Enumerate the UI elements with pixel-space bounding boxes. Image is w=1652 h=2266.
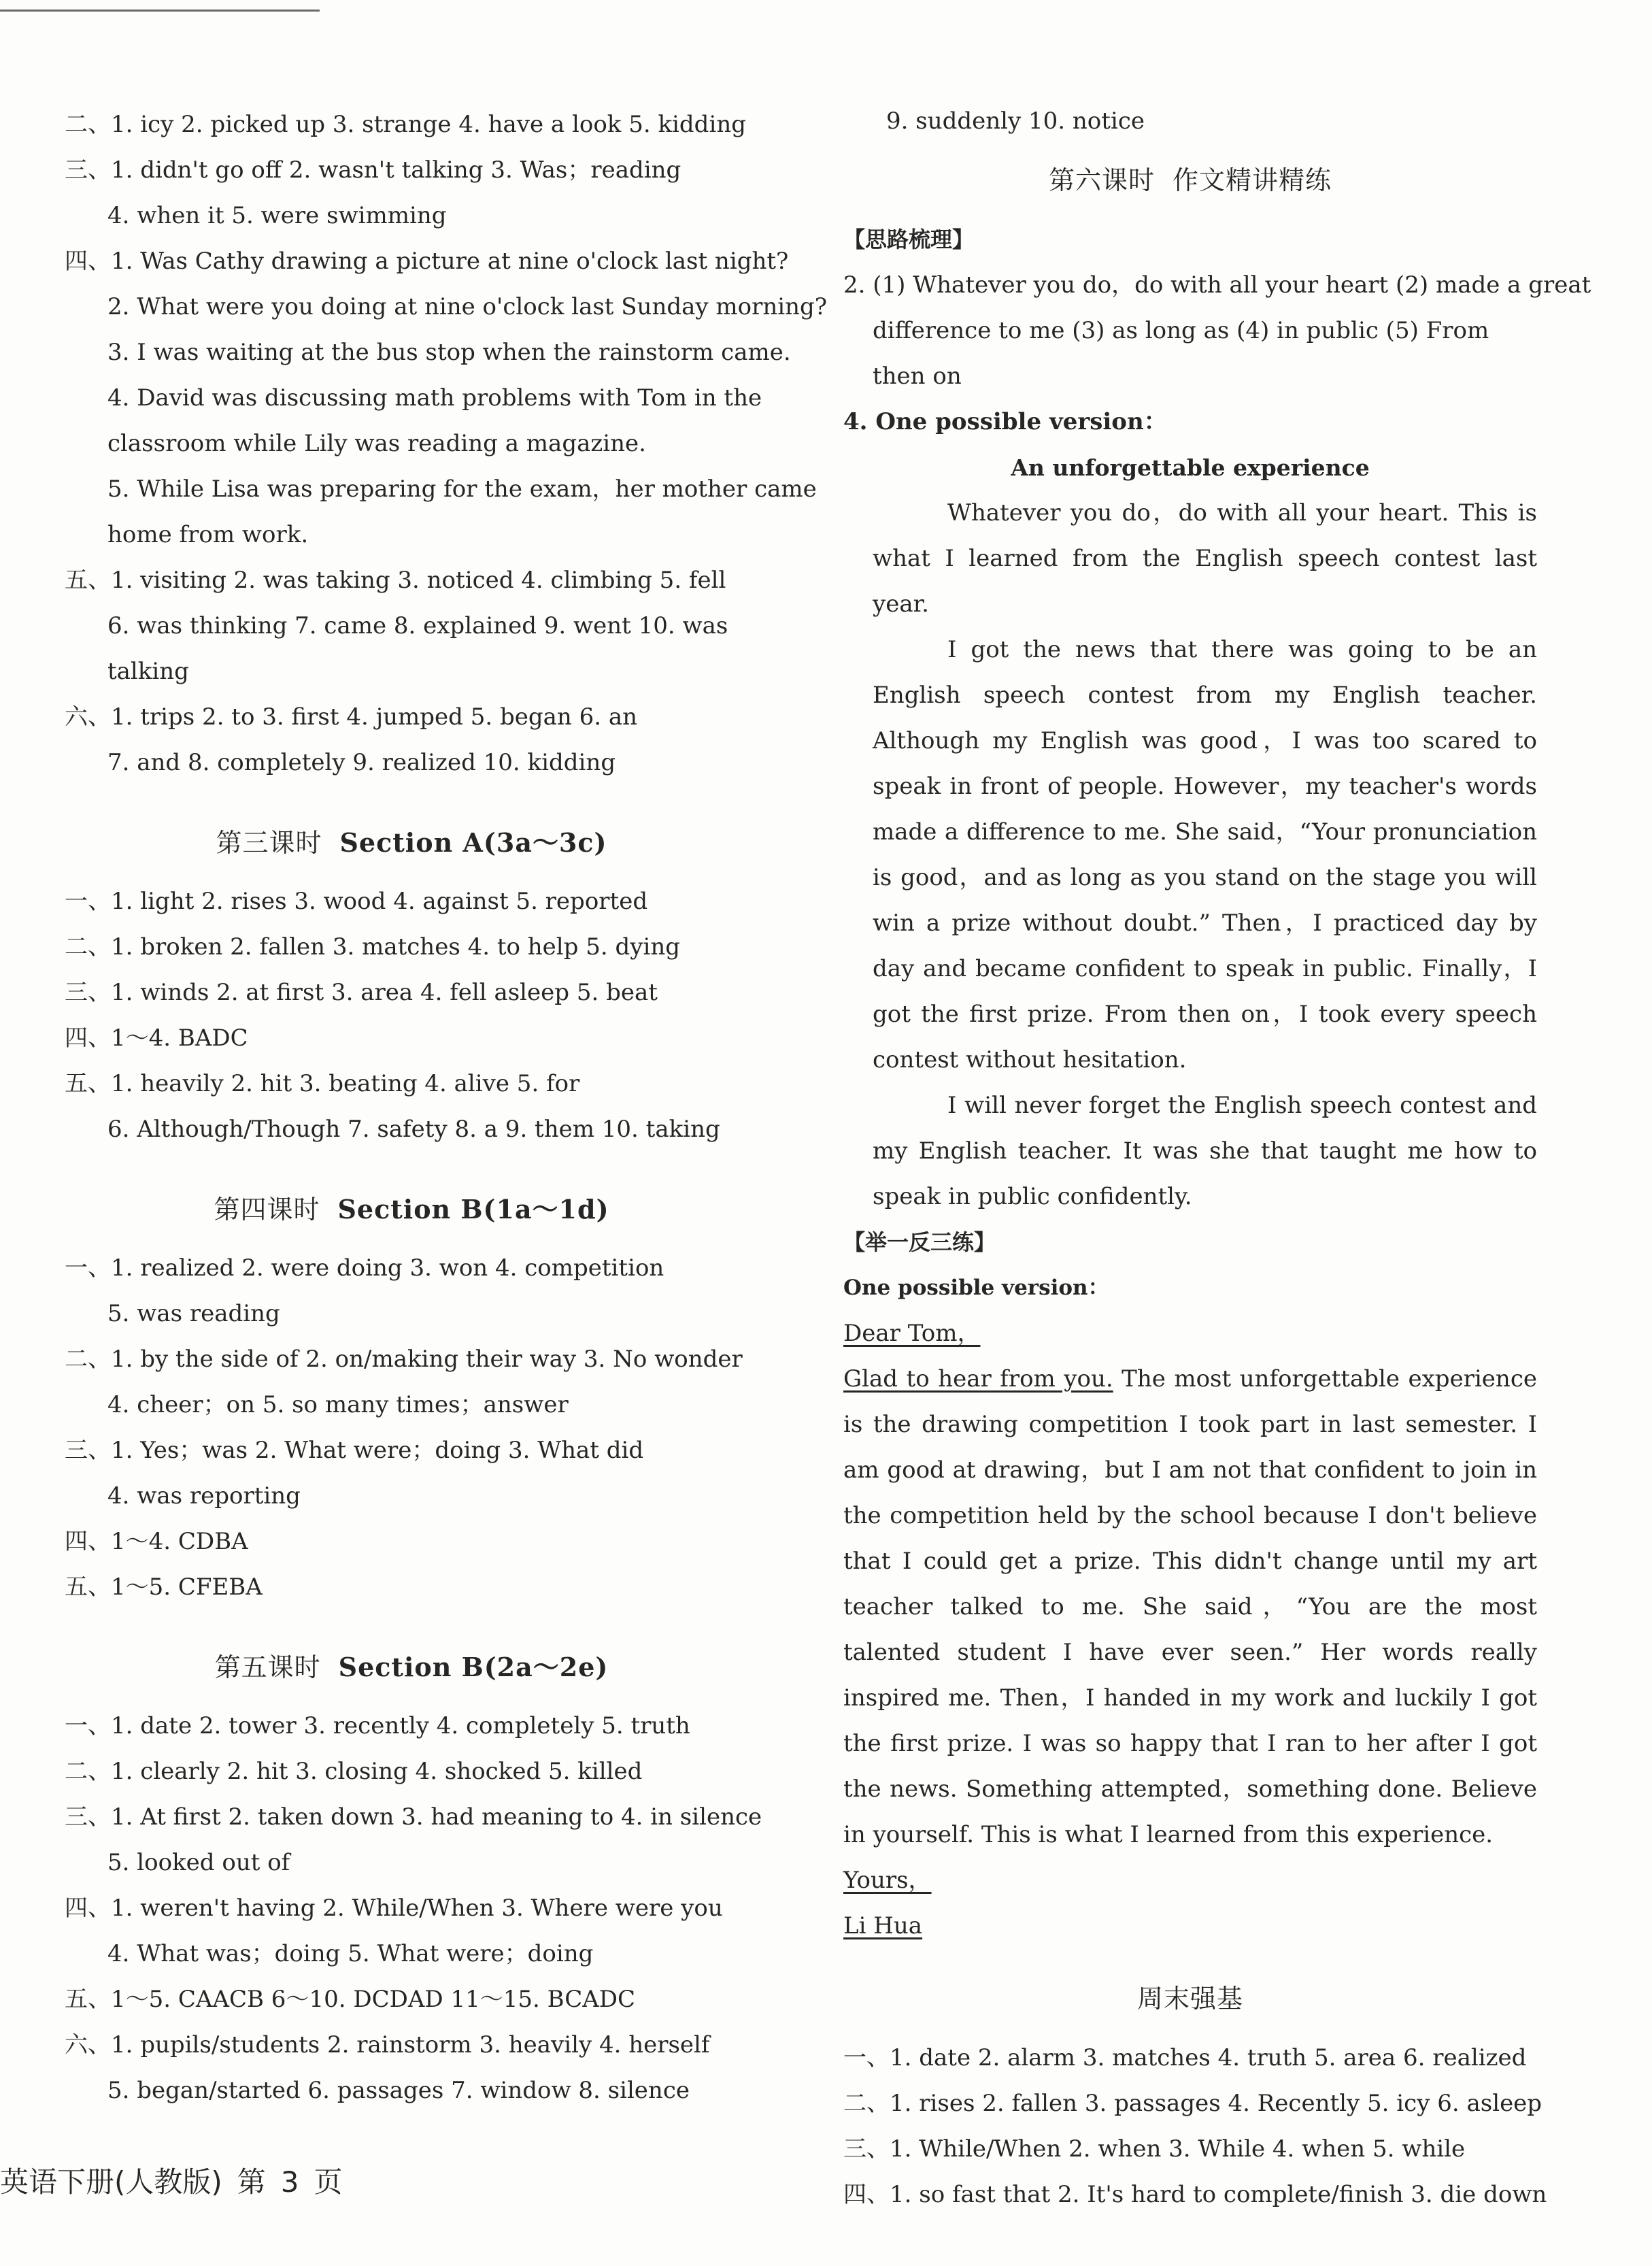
lesson-subtitle: 作文精讲精练 <box>1173 165 1332 195</box>
answer-line: 五、1～5. CAACB 6～10. DCDAD 11～15. BCADC <box>65 1986 636 2013</box>
section-heading <box>65 1186 758 1232</box>
answer-line: 4. What was；doing 5. What were；doing <box>107 1940 594 1967</box>
answer-line: 6. Although/Though 7. safety 8. a 9. them 10. taking <box>107 1116 720 1143</box>
answer-line: 五、1～5. CFEBA <box>65 1573 263 1601</box>
answer-line: 六、1. trips 2. to 3. first 4. jumped 5. began 6. an <box>65 703 638 731</box>
answer-line: then on <box>873 363 962 390</box>
left-column <box>65 102 828 2114</box>
answer-line: 二、1. clearly 2. hit 3. closing 4. shocked 5. killed <box>65 1758 643 1785</box>
essay-paragraph: Whatever you do，do with all your heart. This is what I learned from the English speech contest last year. <box>873 499 1537 618</box>
answer-line: 5. was reading <box>107 1300 280 1327</box>
answer-line: 5. While Lisa was preparing for the exam，her mother came <box>107 476 817 503</box>
answer-line: 4. was reporting <box>107 1482 301 1510</box>
answer-line: difference to me (3) as long as (4) in public (5) From <box>873 317 1489 344</box>
section-label: Section A(3a～3c) <box>339 827 607 858</box>
answer-line: 三、1. At first 2. taken down 3. had meaning to 4. in silence <box>65 1803 762 1831</box>
answer-line: 四、1. so fast that 2. It's hard to complete/finish 3. die down <box>843 2181 1547 2208</box>
essay-paragraph: I got the news that there was going to be an English speech contest from my English teacher. Although my English was good，I was too scared to speak in front of people. However，my teacher's words made a difference to me. She said，“Your pronunciation is good，and as long as you stand on the stage you will win a prize without doubt.” Then，I practiced day by day and became confident to speak in public. Finally，I got the first prize. From then on，I took every speech contest without hesitation. <box>873 636 1537 1073</box>
answer-line: 3. I was waiting at the bus stop when the rainstorm came. <box>107 339 791 366</box>
answer-line: 4. David was discussing math problems with Tom in the <box>107 384 762 412</box>
lesson-title: 第三课时 <box>216 828 322 858</box>
weekend-title: 周末强基 <box>1136 1984 1243 2014</box>
answer-line: 5. began/started 6. passages 7. window 8. silence <box>107 2077 690 2104</box>
answer-line: 二、1. icy 2. picked up 3. strange 4. have a look 5. kidding <box>65 111 746 138</box>
version-label: 4. One possible version： <box>843 408 1167 435</box>
page-footer <box>0 2160 358 2201</box>
answer-line: 三、1. winds 2. at first 3. area 4. fell asleep 5. beat <box>65 979 658 1006</box>
section-heading <box>843 1976 1537 2022</box>
answer-line: 二、1. by the side of 2. on/making their way 3. No wonder <box>65 1346 743 1373</box>
page-suffix: 页 <box>314 2165 343 2199</box>
answer-line: 一、1. realized 2. were doing 3. won 4. competition <box>65 1254 664 1282</box>
answer-line: 一、1. date 2. tower 3. recently 4. completely 5. truth <box>65 1712 690 1739</box>
book-title: 英语下册(人教版) <box>0 2165 222 2199</box>
practice-heading: 【举一反三练】 <box>843 1229 996 1255</box>
answer-line: talking <box>107 658 189 685</box>
lesson-title: 第四课时 <box>214 1195 320 1224</box>
page-prefix: 第 <box>237 2165 266 2199</box>
letter-closing: Yours， <box>843 1867 932 1894</box>
section-label: Section B(1a～1d) <box>337 1194 609 1224</box>
answer-line: 六、1. pupils/students 2. rainstorm 3. heavily 4. herself <box>65 2031 710 2059</box>
answer-line: 四、1. weren't having 2. While/When 3. Where were you <box>65 1895 723 1922</box>
section-label: Section B(2a～2e) <box>338 1652 609 1682</box>
essay-paragraph: I will never forget the English speech contest and my English teacher. It was she that taught me how to speak in public confidently. <box>873 1092 1537 1210</box>
answer-line: 三、1. While/When 2. when 3. While 4. when 5. while <box>843 2135 1466 2163</box>
answer-line: 三、1. Yes；was 2. What were；doing 3. What did <box>65 1437 644 1464</box>
answer-line: 五、1. heavily 2. hit 3. beating 4. alive 5. for <box>65 1070 580 1097</box>
letter-greeting: Dear Tom， <box>843 1320 981 1347</box>
thinking-heading: 【思路梳理】 <box>843 227 975 252</box>
answer-line: 4. cheer；on 5. so many times；answer <box>107 1391 569 1418</box>
answer-line: 6. was thinking 7. came 8. explained 9. went 10. was <box>107 612 728 639</box>
lesson-title: 第五课时 <box>214 1652 321 1682</box>
answer-line: 5. looked out of <box>107 1849 290 1876</box>
essay-title: An unforgettable experience <box>1011 454 1370 481</box>
version-label: One possible version： <box>843 1276 1109 1300</box>
letter-text: The most unforgettable experience is the drawing competition I took part in last semester. I am good at drawing，but I am not that confident to join in the competition held by the school because I don't believe that I could get a prize. This didn't change until my art teacher talked to me. She said，“You are the most talented student I have ever seen.” Her words really inspired me. Then，I handed in my work and luckily I got the first prize. I was so happy that I ran to her after I got the news. Something attempted，something done. Believe in yourself. This is what I learned from this experience. <box>843 1365 1537 1848</box>
section-heading <box>65 1644 758 1690</box>
letter-signature: Li Hua <box>843 1912 923 1939</box>
answer-line: 2. (1) Whatever you do，do with all your heart (2) made a great <box>843 271 1591 299</box>
answer-line: 二、1. rises 2. fallen 3. passages 4. Recently 5. icy 6. asleep <box>843 2090 1543 2117</box>
answer-line: 一、1. light 2. rises 3. wood 4. against 5. reported <box>65 888 648 915</box>
answer-line: 二、1. broken 2. fallen 3. matches 4. to help 5. dying <box>65 933 680 961</box>
answer-line: home from work. <box>107 521 309 548</box>
letter-body <box>843 1356 1537 1858</box>
answer-line: 9. suddenly 10. notice <box>886 107 1145 135</box>
section-heading <box>843 158 1537 203</box>
answer-line: 四、1. Was Cathy drawing a picture at nine o'clock last night? <box>65 248 789 275</box>
answer-line: 一、1. date 2. alarm 3. matches 4. truth 5. area 6. realized <box>843 2044 1527 2071</box>
answer-line: 四、1～4. CDBA <box>65 1528 248 1555</box>
answer-line: classroom while Lily was reading a magazine. <box>107 430 646 457</box>
answer-line: 7. and 8. completely 9. realized 10. kidding <box>107 749 616 776</box>
right-column <box>843 102 1591 2218</box>
section-heading <box>65 820 758 865</box>
top-rule <box>0 10 320 12</box>
page-number: 3 <box>280 2165 299 2199</box>
answer-line: 2. What were you doing at nine o'clock last Sunday morning? <box>107 293 828 320</box>
letter-opening: Glad to hear from you. <box>843 1365 1113 1393</box>
answer-line: 四、1～4. BADC <box>65 1024 248 1052</box>
answer-line: 三、1. didn't go off 2. wasn't talking 3. Was；reading <box>65 156 681 184</box>
answer-line: 五、1. visiting 2. was taking 3. noticed 4. climbing 5. fell <box>65 567 726 594</box>
answer-line: 4. when it 5. were swimming <box>107 202 447 229</box>
lesson-title: 第六课时 <box>1048 165 1155 195</box>
